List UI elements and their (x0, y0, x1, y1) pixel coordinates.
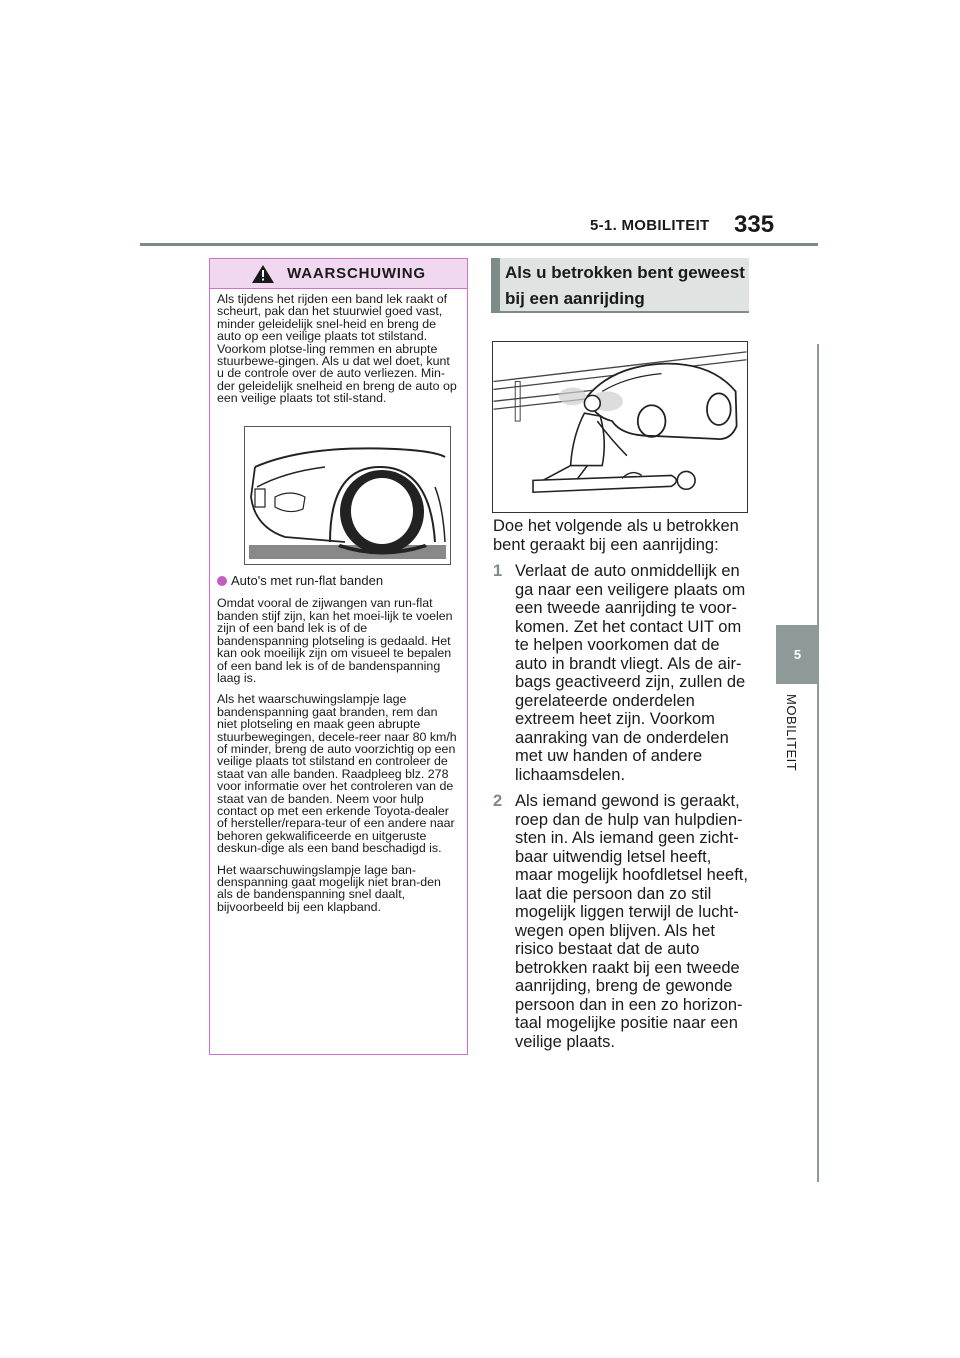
warning-paragraph-1: Omdat vooral de zijwangen van run-flat banden stijf zijn, kan het moei-lijk te voelen zijn of een band lek is of de bandenspanning plotseling is gedaald. Het kan ook moeilijk zijn om visueel te bepalen of een band lek is of de bandenspanning laag is. (217, 596, 453, 685)
warning-header (210, 259, 467, 289)
warning-triangle-icon (251, 264, 275, 284)
accident-illustration (492, 341, 748, 513)
section-intro: Doe het volgende als u betrokken bent geraakt bij een aanrijding: (493, 517, 739, 554)
step-text: Verlaat de auto onmiddellijk en ga naar een veiligere plaats om een tweede aanrijding te voor-komen. Zet het contact UIT om te helpen voorkomen dat de auto in brandt vliegt. Als de air-bags geactiveerd zijn, zullen de gerelateerde onderdelen extreem heet zijn. Voorkom aanraking van de onderdelen met uw handen of andere lichaamsdelen. (515, 562, 746, 784)
side-divider (817, 344, 819, 1182)
bullet-icon (217, 576, 227, 586)
bullet-label: Auto's met run-flat banden (231, 573, 384, 589)
step-item (493, 792, 751, 1051)
warning-paragraph-3: Het waarschuwingslampje lage ban-denspanning gaat mogelijk niet bran-den als de bandenspanning snel daalt, bijvoorbeeld bij een klapband. (217, 862, 441, 914)
bullet-item (217, 575, 460, 587)
warning-title: WAARSCHUWING (287, 265, 426, 282)
step-item (493, 562, 751, 784)
chapter-number: 5 (793, 647, 802, 662)
page-number: 335 (734, 211, 775, 238)
header-divider (140, 243, 818, 246)
section-title: 5-1. MOBILITEIT (590, 217, 710, 234)
chapter-tab[interactable] (776, 625, 819, 684)
section-heading: Als u betrokken bent geweest bij een aanrijding (491, 258, 749, 313)
warning-body (210, 289, 467, 913)
warning-paragraph-2: Als het waarschuwingslampje lage bandenspanning gaat branden, rem dan niet plotseling en maak geen abrupte stuurbewegingen, decele-reer naar 80 km/h of minder, breng de auto voorzichtig op een veilige plaats tot stilstand en controleer de staat van alle banden. Raadpleeg blz. 278 voor informatie over het controleren van de staat van de banden. Neem voor hulp contact op met een erkende Toyota-dealer of hersteller/repara-teur of een andere naar behoren gekwalificeerde en uitgeruste deskun-dige als een band beschadigd is. (217, 692, 457, 856)
step-number: 1 (493, 562, 503, 580)
step-number: 2 (493, 792, 503, 810)
chapter-label: MOBILITEIT (784, 694, 799, 772)
warning-intro: Als tijdens het rijden een band lek raakt of scheurt, pak dan het stuurwiel goed vast, minder geleidelijk snel-heid en breng de auto op een veilige plaats tot stilstand. Voorkom plotse-ling remmen en abrupte stuurbewe-gingen. Als u dat wel doet, kunt u de controle over de auto verliezen. Min-der geleidelijk snelheid en breng de auto op een veilige plaats tot stil-stand. (217, 292, 457, 406)
flat-tire-illustration (244, 426, 451, 565)
step-text: Als iemand gewond is geraakt, roep dan de hulp van hulpdien-sten in. Als iemand geen zicht-baar uitwendig letsel heeft, maar mogelijk hoofdletsel heeft, laat die persoon dan zo stil mogelijk liggen terwijl de lucht-wegen open blijven. Als het risico bestaat dat de auto betrokken raakt bij een tweede aanrijding, breng de gewonde persoon dan in een zo horizon-taal mogelijke positie naar een veilige plaats. (515, 792, 748, 1051)
section-body (493, 517, 751, 1059)
warning-box (209, 258, 468, 1055)
